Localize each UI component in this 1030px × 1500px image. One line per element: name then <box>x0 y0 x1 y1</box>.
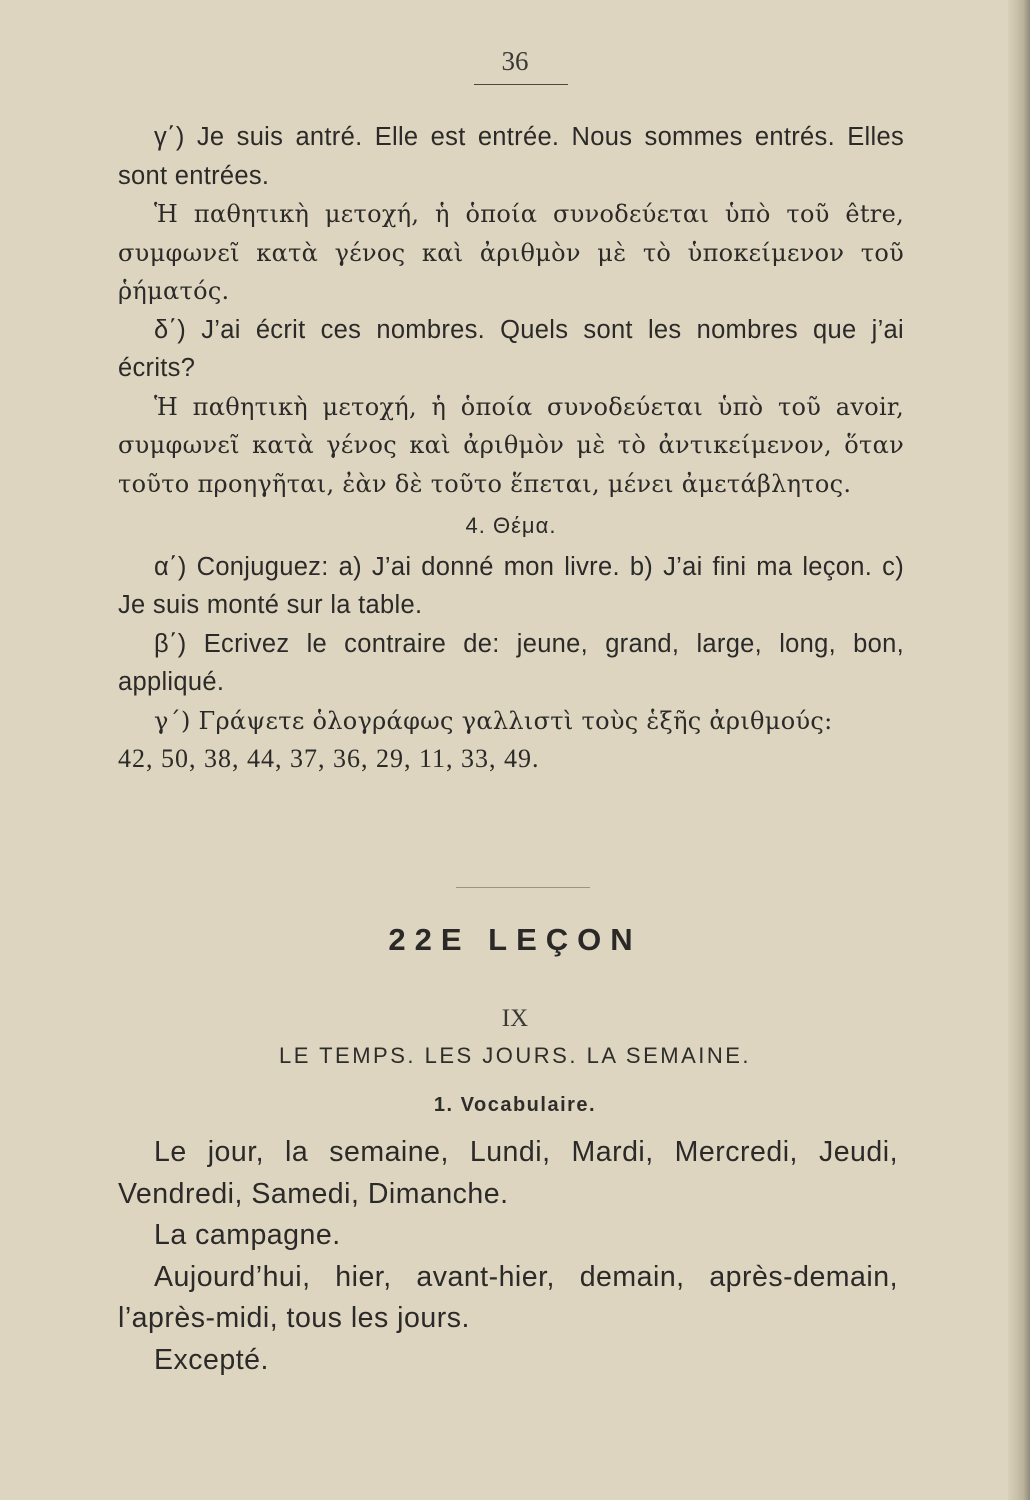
paragraph-greek-etre: Ἡ παθητικὴ μετοχή, ἡ ὁποία συνοδεύεται ὑπὸ τοῦ être, συμφωνεῖ κατὰ γένος καὶ ἀριθμὸν μὲ τὸ ὑποκείμενον τοῦ ῥήματός. <box>118 200 904 305</box>
vocab-campagne: La campagne. <box>154 1219 341 1251</box>
vocabulary-heading: 1. Vocabulaire. <box>433 1094 597 1116</box>
lesson-title: 22E LEÇON <box>388 922 642 957</box>
exercise-gamma: γ΄) Γράψετε ὁλογράφως γαλλιστὶ τοὺς ἑξῆς ἀριθμούς: <box>154 706 833 735</box>
vocab-time-words: Aujourd’hui, hier, avant-hier, demain, après-demain, l’après-midi, tous les jours. <box>118 1260 898 1334</box>
vocabulary-text <box>118 1132 898 1381</box>
paragraph-delta: δ΄) J’ai écrit ces nombres. Quels sont les nombres que j’ai écrits? <box>118 315 904 382</box>
exercise-beta: β΄) Ecrivez le contraire de: jeune, grand, large, long, bon, appliqué. <box>118 629 904 696</box>
main-text <box>118 118 904 779</box>
paragraph-gamma: γ΄) Je suis antré. Elle est entrée. Nous sommes entrés. Elles sont entrées. <box>118 123 904 190</box>
exercise-alpha: α΄) Conjuguez: a) J’ai donné mon livre. b) J’ai fini ma leçon. c) Je suis monté sur la table. <box>118 552 904 619</box>
numbers-line: 42, 50, 38, 44, 37, 36, 29, 11, 33, 49. <box>118 744 540 773</box>
page-edge <box>1008 0 1030 1500</box>
exercise-heading: 4. Θέμα. <box>465 513 557 538</box>
lesson-roman-numeral: IX <box>501 1005 529 1032</box>
lesson-subtitle: LE TEMPS. LES JOURS. LA SEMAINE. <box>278 1043 752 1068</box>
page-number: 36 <box>501 46 529 76</box>
vocab-days: Le jour, la semaine, Lundi, Mardi, Mercredi, Jeudi, Vendredi, Samedi, Dimanche. <box>118 1136 898 1210</box>
paragraph-greek-avoir: Ἡ παθητικὴ μετοχή, ἡ ὁποία συνοδεύεται ὑπὸ τοῦ avoir, συμφωνεῖ κατὰ γένος καὶ ἀριθμὸν μὲ τὸ ἀντικείμενον, ὅταν τοῦτο προηγῆται, ἐὰν δὲ τοῦτο ἕπεται, μένει ἀμετάβλητος. <box>118 392 904 498</box>
section-separator <box>456 887 590 888</box>
header-rule <box>474 84 568 85</box>
vocab-excepte: Excepté. <box>154 1343 269 1376</box>
